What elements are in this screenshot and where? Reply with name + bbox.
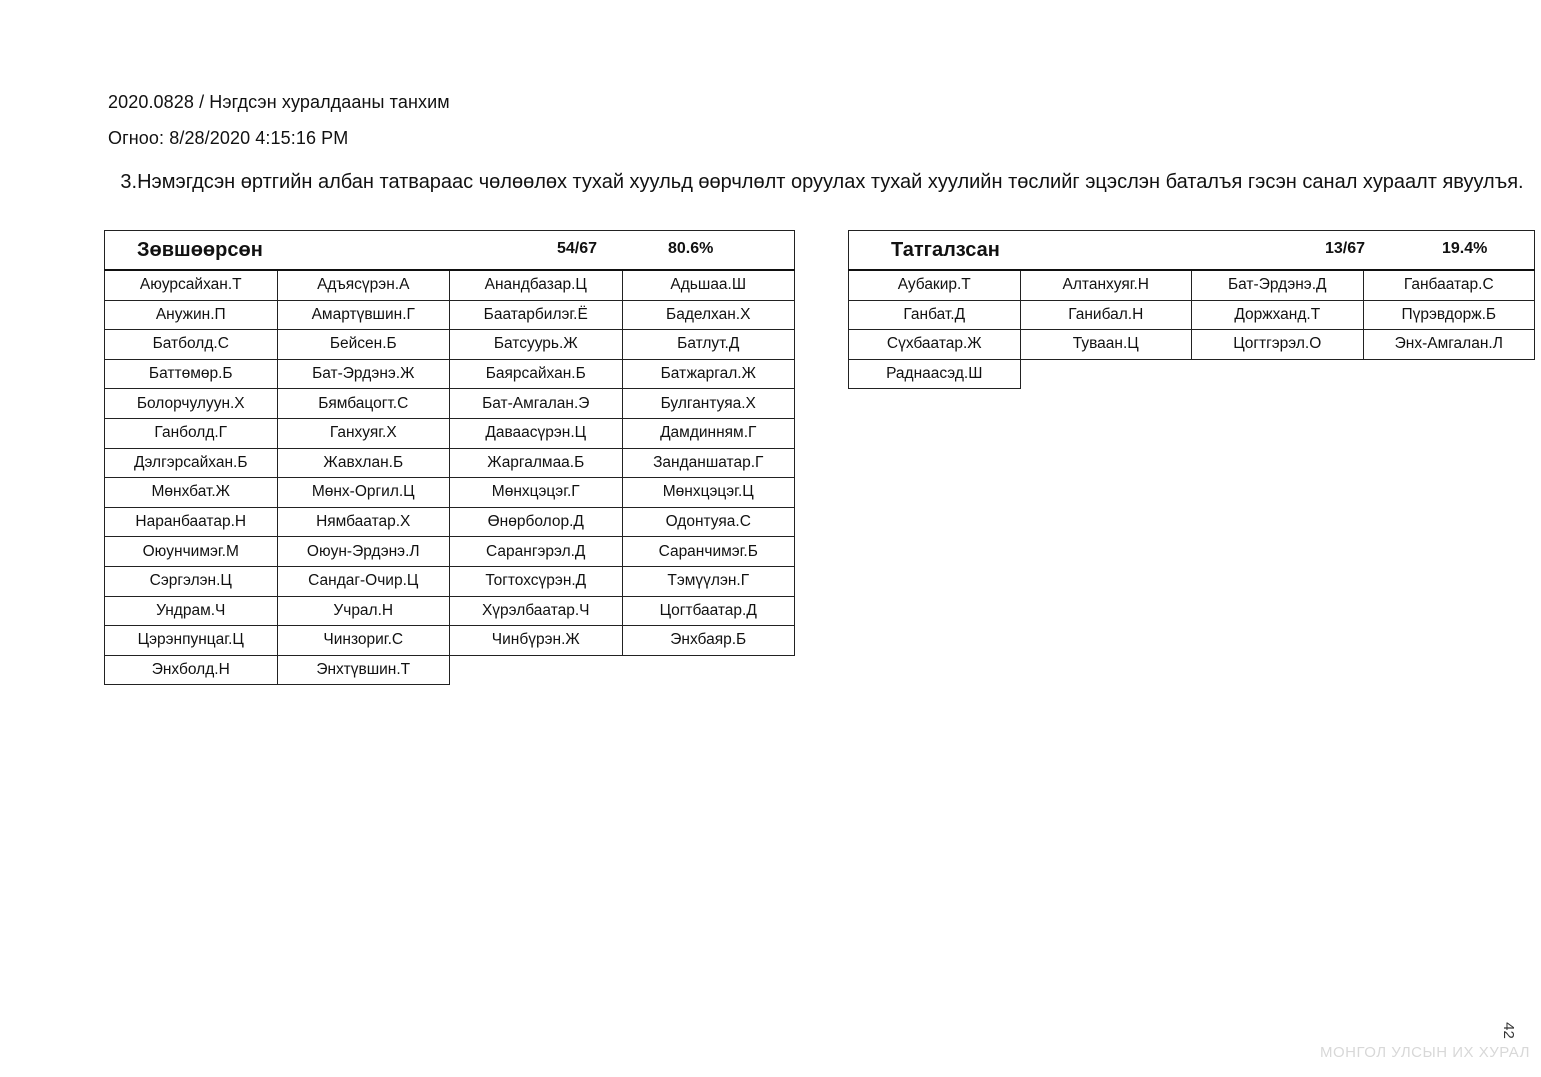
member-name: Мөнхцэцэг.Ц <box>622 478 795 508</box>
table-row <box>105 507 795 537</box>
page-number: 42 <box>1499 1022 1517 1039</box>
vote-question: 3.Нэмэгдсэн өртгийн албан татвараас чөлөөлөх тухай хуульд өөрчлөлт оруулах тухай хуулийн төслийг эцэслэн баталъя гэсэн санал хураалт явуулъя. <box>120 171 1524 193</box>
approve-rows <box>105 270 795 685</box>
member-name: Цэрэнпунцаг.Ц <box>105 626 278 656</box>
member-name: Ундрам.Ч <box>105 596 278 626</box>
member-name: Тогтохсүрэн.Д <box>450 566 623 596</box>
parliament-watermark: МОНГОЛ УЛСЫН ИХ ХУРАЛ <box>1320 1044 1530 1061</box>
member-name: Оюунчимэг.М <box>105 537 278 567</box>
member-name: Энхбаяр.Б <box>622 626 795 656</box>
member-name: Бейсен.Б <box>277 330 450 360</box>
member-name: Бат-Амгалан.Э <box>450 389 623 419</box>
member-name: Энхтүвшин.Т <box>277 655 450 685</box>
table-row <box>105 626 795 656</box>
member-name: Адьшаа.Ш <box>622 270 795 300</box>
member-name: Батжаргал.Ж <box>622 359 795 389</box>
approve-header <box>105 231 795 271</box>
table-row <box>105 566 795 596</box>
empty-cell <box>622 655 795 685</box>
member-name: Бат-Эрдэнэ.Д <box>1192 270 1364 300</box>
member-name: Раднаасэд.Ш <box>849 359 1021 389</box>
empty-cell <box>1020 359 1192 389</box>
table-row <box>105 537 795 567</box>
session-title: 2020.0828 / Нэгдсэн хуралдааны танхим <box>108 92 450 112</box>
member-name: Учрал.Н <box>277 596 450 626</box>
member-name: Анужин.П <box>105 300 278 330</box>
member-name: Амартүвшин.Г <box>277 300 450 330</box>
member-name: Сандаг-Очир.Ц <box>277 566 450 596</box>
member-name: Бямбацогт.С <box>277 389 450 419</box>
member-name: Баттөмөр.Б <box>105 359 278 389</box>
member-name: Тэмүүлэн.Г <box>622 566 795 596</box>
member-name: Ганибал.Н <box>1020 300 1192 330</box>
member-name: Аубакир.Т <box>849 270 1021 300</box>
table-row <box>105 478 795 508</box>
member-name: Цогтгэрэл.О <box>1192 330 1364 360</box>
approve-table <box>104 230 795 685</box>
member-name: Даваасүрэн.Ц <box>450 418 623 448</box>
table-row <box>105 300 795 330</box>
member-name: Ганболд.Г <box>105 418 278 448</box>
member-name: Булгантуяа.Х <box>622 389 795 419</box>
table-row <box>849 330 1535 360</box>
reject-percent: 19.4% <box>1442 240 1488 257</box>
member-name: Алтанхуяг.Н <box>1020 270 1192 300</box>
table-row <box>849 270 1535 300</box>
member-name: Чинзориг.С <box>277 626 450 656</box>
approve-percent: 80.6% <box>668 240 714 257</box>
reject-rows <box>849 270 1535 389</box>
member-name: Жавхлан.Б <box>277 448 450 478</box>
table-row <box>105 270 795 300</box>
table-row <box>105 330 795 360</box>
member-name: Энх-Амгалан.Л <box>1363 330 1535 360</box>
member-name: Баделхан.Х <box>622 300 795 330</box>
member-name: Саранчимэг.Б <box>622 537 795 567</box>
member-name: Наранбаатар.Н <box>105 507 278 537</box>
member-name: Сарангэрэл.Д <box>450 537 623 567</box>
reject-header <box>849 231 1535 271</box>
member-name: Дэлгэрсайхан.Б <box>105 448 278 478</box>
member-name: Аюурсайхан.Т <box>105 270 278 300</box>
approve-count: 54/67 <box>557 240 598 257</box>
member-name: Болорчулуун.Х <box>105 389 278 419</box>
approve-title: Зөвшөөрсөн <box>137 239 263 261</box>
member-name: Оюун-Эрдэнэ.Л <box>277 537 450 567</box>
reject-title: Татгалзсан <box>891 239 1000 261</box>
table-row <box>105 655 795 685</box>
member-name: Нямбаатар.Х <box>277 507 450 537</box>
member-name: Сүхбаатар.Ж <box>849 330 1021 360</box>
table-row <box>105 596 795 626</box>
member-name: Мөнх-Оргил.Ц <box>277 478 450 508</box>
member-name: Мөнхбат.Ж <box>105 478 278 508</box>
member-name: Сэргэлэн.Ц <box>105 566 278 596</box>
table-row <box>105 359 795 389</box>
member-name: Энхболд.Н <box>105 655 278 685</box>
member-name: Чинбүрэн.Ж <box>450 626 623 656</box>
member-name: Хүрэлбаатар.Ч <box>450 596 623 626</box>
table-row <box>105 448 795 478</box>
table-row <box>105 389 795 419</box>
member-name: Батлут.Д <box>622 330 795 360</box>
member-name: Пүрэвдорж.Б <box>1363 300 1535 330</box>
member-name: Батболд.С <box>105 330 278 360</box>
member-name: Жаргалмаа.Б <box>450 448 623 478</box>
reject-count: 13/67 <box>1325 240 1366 257</box>
member-name: Бат-Эрдэнэ.Ж <box>277 359 450 389</box>
member-name: Өнөрболор.Д <box>450 507 623 537</box>
member-name: Одонтуяа.С <box>622 507 795 537</box>
table-row <box>105 418 795 448</box>
empty-cell <box>1192 359 1364 389</box>
member-name: Ганбаатар.С <box>1363 270 1535 300</box>
member-name: Анандбазар.Ц <box>450 270 623 300</box>
reject-header-row <box>849 231 1535 271</box>
member-name: Адъясүрэн.А <box>277 270 450 300</box>
empty-cell <box>450 655 623 685</box>
approve-header-row <box>105 231 795 271</box>
empty-cell <box>1363 359 1535 389</box>
member-name: Мөнхцэцэг.Г <box>450 478 623 508</box>
member-name: Батсуурь.Ж <box>450 330 623 360</box>
vote-date: Огноо: 8/28/2020 4:15:16 PM <box>108 128 349 148</box>
member-name: Занданшатар.Г <box>622 448 795 478</box>
member-name: Доржханд.Т <box>1192 300 1364 330</box>
reject-table <box>848 230 1535 389</box>
member-name: Ганбат.Д <box>849 300 1021 330</box>
member-name: Цогтбаатар.Д <box>622 596 795 626</box>
member-name: Ганхуяг.Х <box>277 418 450 448</box>
member-name: Туваан.Ц <box>1020 330 1192 360</box>
member-name: Баатарбилэг.Ё <box>450 300 623 330</box>
table-row <box>849 300 1535 330</box>
member-name: Баярсайхан.Б <box>450 359 623 389</box>
table-row <box>849 359 1535 389</box>
member-name: Дамдинням.Г <box>622 418 795 448</box>
